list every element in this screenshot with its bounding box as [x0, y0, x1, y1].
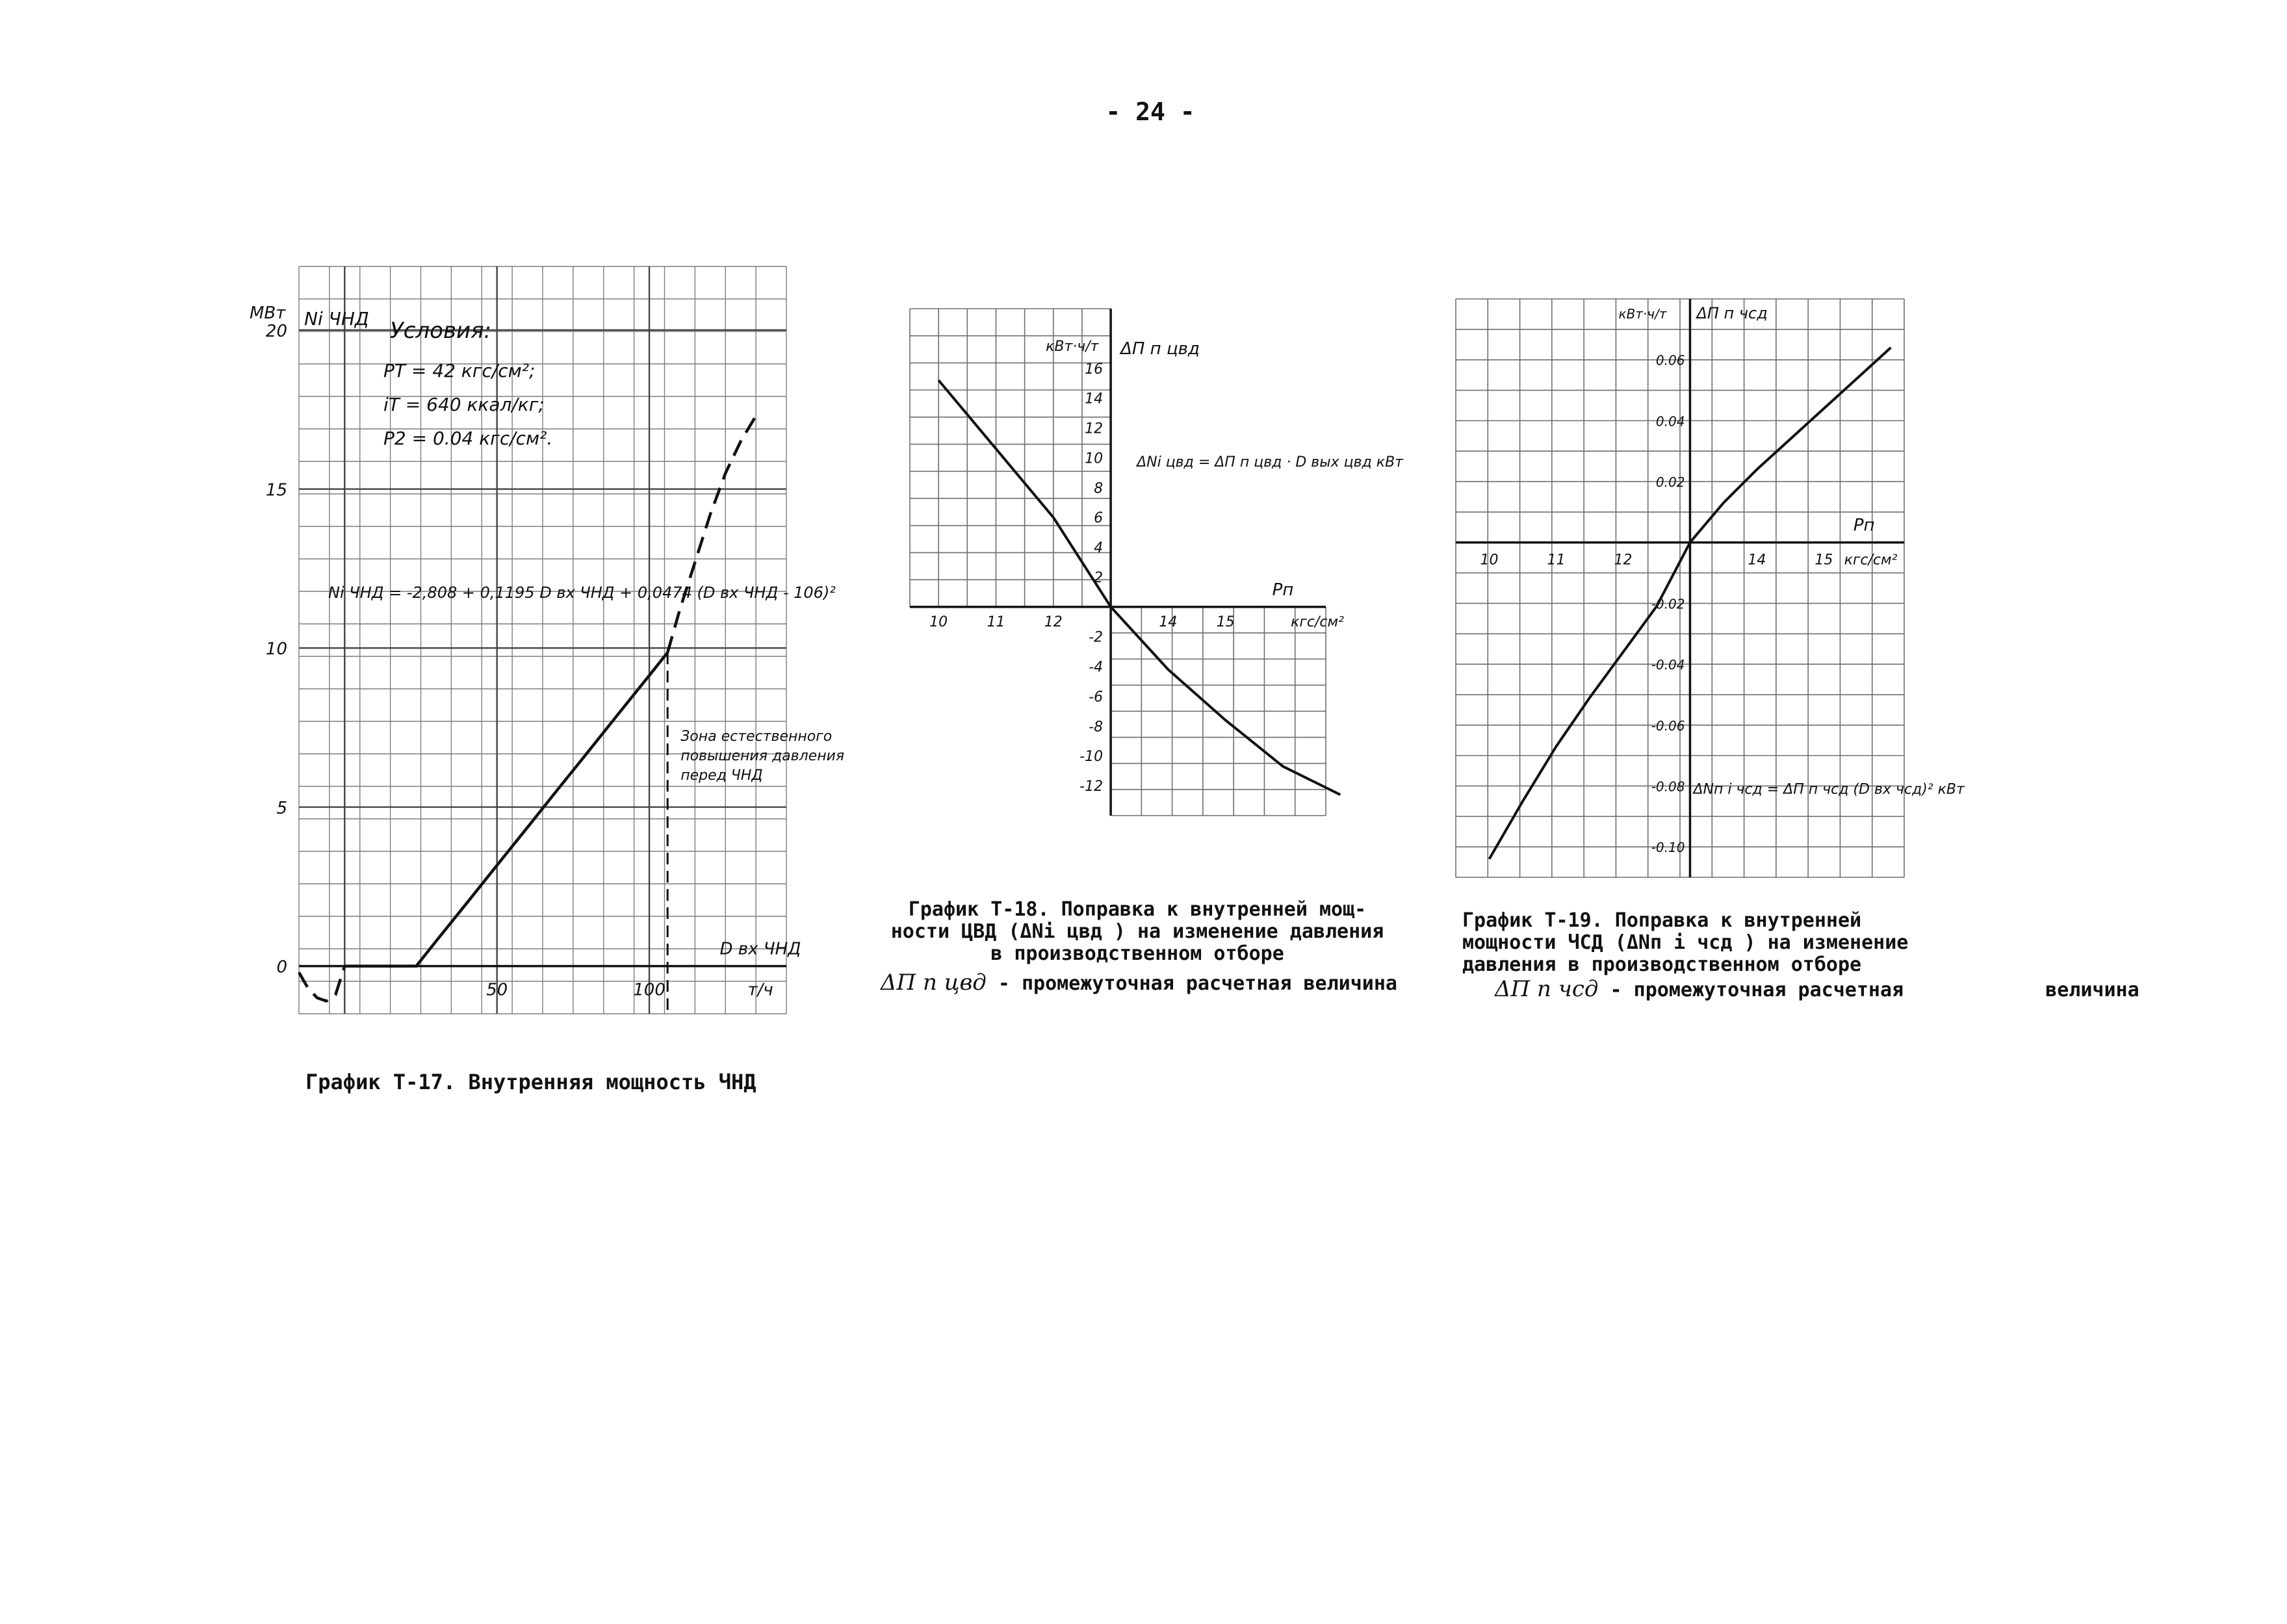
x-tick-label: 11 — [1547, 552, 1566, 569]
zone-label: перед ЧНД — [680, 767, 763, 784]
caption-t18-line-3: в производственном отборе — [990, 942, 1284, 965]
caption-t17: График Т-17. Внутренняя мощность ЧНД — [305, 1070, 756, 1094]
y-tick-label: 0 — [276, 957, 287, 977]
caption-t19 — [1462, 910, 1917, 976]
x-tick-label: 12 — [1044, 613, 1063, 630]
conditions-title: Условия: — [390, 318, 491, 344]
y-tick-label: -8 — [1089, 719, 1104, 736]
y-tick-label: -2 — [1089, 629, 1104, 646]
y-tick-label: 12 — [1085, 420, 1104, 437]
y-tick-label: 0.06 — [1655, 352, 1685, 368]
y-unit-label: кВт·ч/т — [1046, 339, 1099, 355]
x-unit-label: кгс/см² — [1291, 613, 1344, 630]
x-tick-label: 10 — [1480, 552, 1499, 569]
y-tick-label: -0.08 — [1651, 779, 1685, 795]
y-tick-label: -4 — [1089, 659, 1104, 676]
note-t18 — [881, 972, 1397, 995]
condition-line: P2 = 0.04 кгс/см². — [383, 428, 553, 449]
y-tick-label: 6 — [1094, 510, 1104, 527]
y-symbol-label: ΔП п цвд — [1120, 339, 1200, 359]
condition-line: iT = 640 ккал/кг; — [383, 394, 545, 415]
y-tick-label: -6 — [1089, 689, 1104, 706]
chart-t18 — [871, 292, 1403, 877]
note-t18-symbol: ΔП п цвд — [881, 970, 987, 996]
x-unit-label: т/ч — [747, 980, 773, 1000]
y-tick-label: -12 — [1079, 779, 1104, 795]
series-line-solid — [344, 652, 667, 966]
chart-t17 — [247, 247, 845, 1040]
x-tick-label: 12 — [1614, 552, 1633, 569]
y-tick-label: 16 — [1085, 361, 1104, 378]
caption-t18-line-1: График Т-18. Поправка к внутренней мощ- — [908, 898, 1367, 921]
x-tick-label: 14 — [1748, 552, 1766, 569]
caption-t19-line-2: мощности ЧСД (ΔNп i чсд ) на изменение — [1462, 931, 1909, 954]
note-t19-text: - промежуточная расчетная — [1610, 979, 1904, 1001]
caption-t19-line-3: давления в производственном отборе — [1462, 953, 1862, 976]
x-tick-label: 10 — [929, 613, 948, 630]
x-symbol-label: Pп — [1272, 580, 1294, 600]
x-tick-label: 50 — [486, 980, 508, 1000]
note-t19 — [1495, 978, 2139, 1001]
y-tick-label: 8 — [1094, 480, 1104, 497]
formula-label: ΔNп i чсд = ΔП п чсд (D вх чсд)² кВт — [1693, 781, 1965, 798]
y-tick-label: 4 — [1094, 540, 1104, 557]
zone-label: Зона естественного — [680, 728, 833, 745]
y-tick-label: -10 — [1079, 749, 1104, 766]
y-tick-label: -0.04 — [1651, 657, 1685, 673]
chart-t19 — [1430, 286, 1965, 897]
page-number: - 24 - — [1105, 97, 1195, 126]
y-tick-label: 0.02 — [1655, 474, 1685, 491]
x-tick-label: 15 — [1216, 613, 1235, 630]
x-symbol-label: D вх ЧНД — [719, 939, 801, 959]
formula-label: ΔNi цвд = ΔП п цвд · D вых цвд кВт — [1137, 454, 1403, 470]
x-tick-label: 11 — [987, 613, 1005, 630]
note-t18-text: - промежуточная расчетная величина — [998, 972, 1397, 995]
y-tick-label: -0.10 — [1651, 840, 1685, 856]
caption-t18-line-2: ности ЦВД (ΔNi цвд ) на изменение давления — [890, 920, 1384, 943]
formula-label: Ni ЧНД = -2,808 + 0,1195 D вх ЧНД + 0,0474 (D вх ЧНД - 106)² — [328, 584, 836, 602]
y-tick-label: -0.06 — [1651, 717, 1685, 734]
caption-t18 — [874, 899, 1401, 965]
y-tick-label: 2 — [1094, 569, 1104, 586]
series-line-dashed — [667, 416, 756, 652]
y-tick-label: 0.04 — [1655, 413, 1685, 430]
x-unit-label: кгс/см² — [1844, 552, 1898, 569]
series-line-dashed — [299, 966, 344, 1001]
y-symbol-label: Ni ЧНД — [304, 308, 369, 329]
y-tick-label: 15 — [265, 480, 287, 500]
y-tick-label: 10 — [1085, 450, 1104, 467]
y-tick-label: -0.02 — [1651, 596, 1685, 612]
y-tick-label: 14 — [1085, 391, 1104, 407]
y-unit-label: кВт·ч/т — [1618, 306, 1667, 322]
y-tick-label: 5 — [276, 798, 287, 818]
note-t19-text-2: величина — [2045, 979, 2139, 1001]
note-t19-symbol: ΔП п чсд — [1495, 976, 1599, 1002]
y-unit-label: МВт — [250, 303, 286, 323]
x-tick-label: 15 — [1815, 552, 1833, 569]
condition-line: PT = 42 кгс/см²; — [383, 360, 536, 381]
x-tick-label: 100 — [633, 980, 665, 1000]
y-symbol-label: ΔП п чсд — [1696, 304, 1768, 322]
caption-t19-line-1: График Т-19. Поправка к внутренней — [1462, 909, 1862, 932]
y-tick-label: 20 — [265, 321, 287, 341]
y-tick-label: 10 — [265, 639, 287, 660]
x-tick-label: 14 — [1159, 613, 1178, 630]
zone-label: повышения давления — [680, 748, 845, 764]
x-symbol-label: Pп — [1853, 515, 1875, 535]
